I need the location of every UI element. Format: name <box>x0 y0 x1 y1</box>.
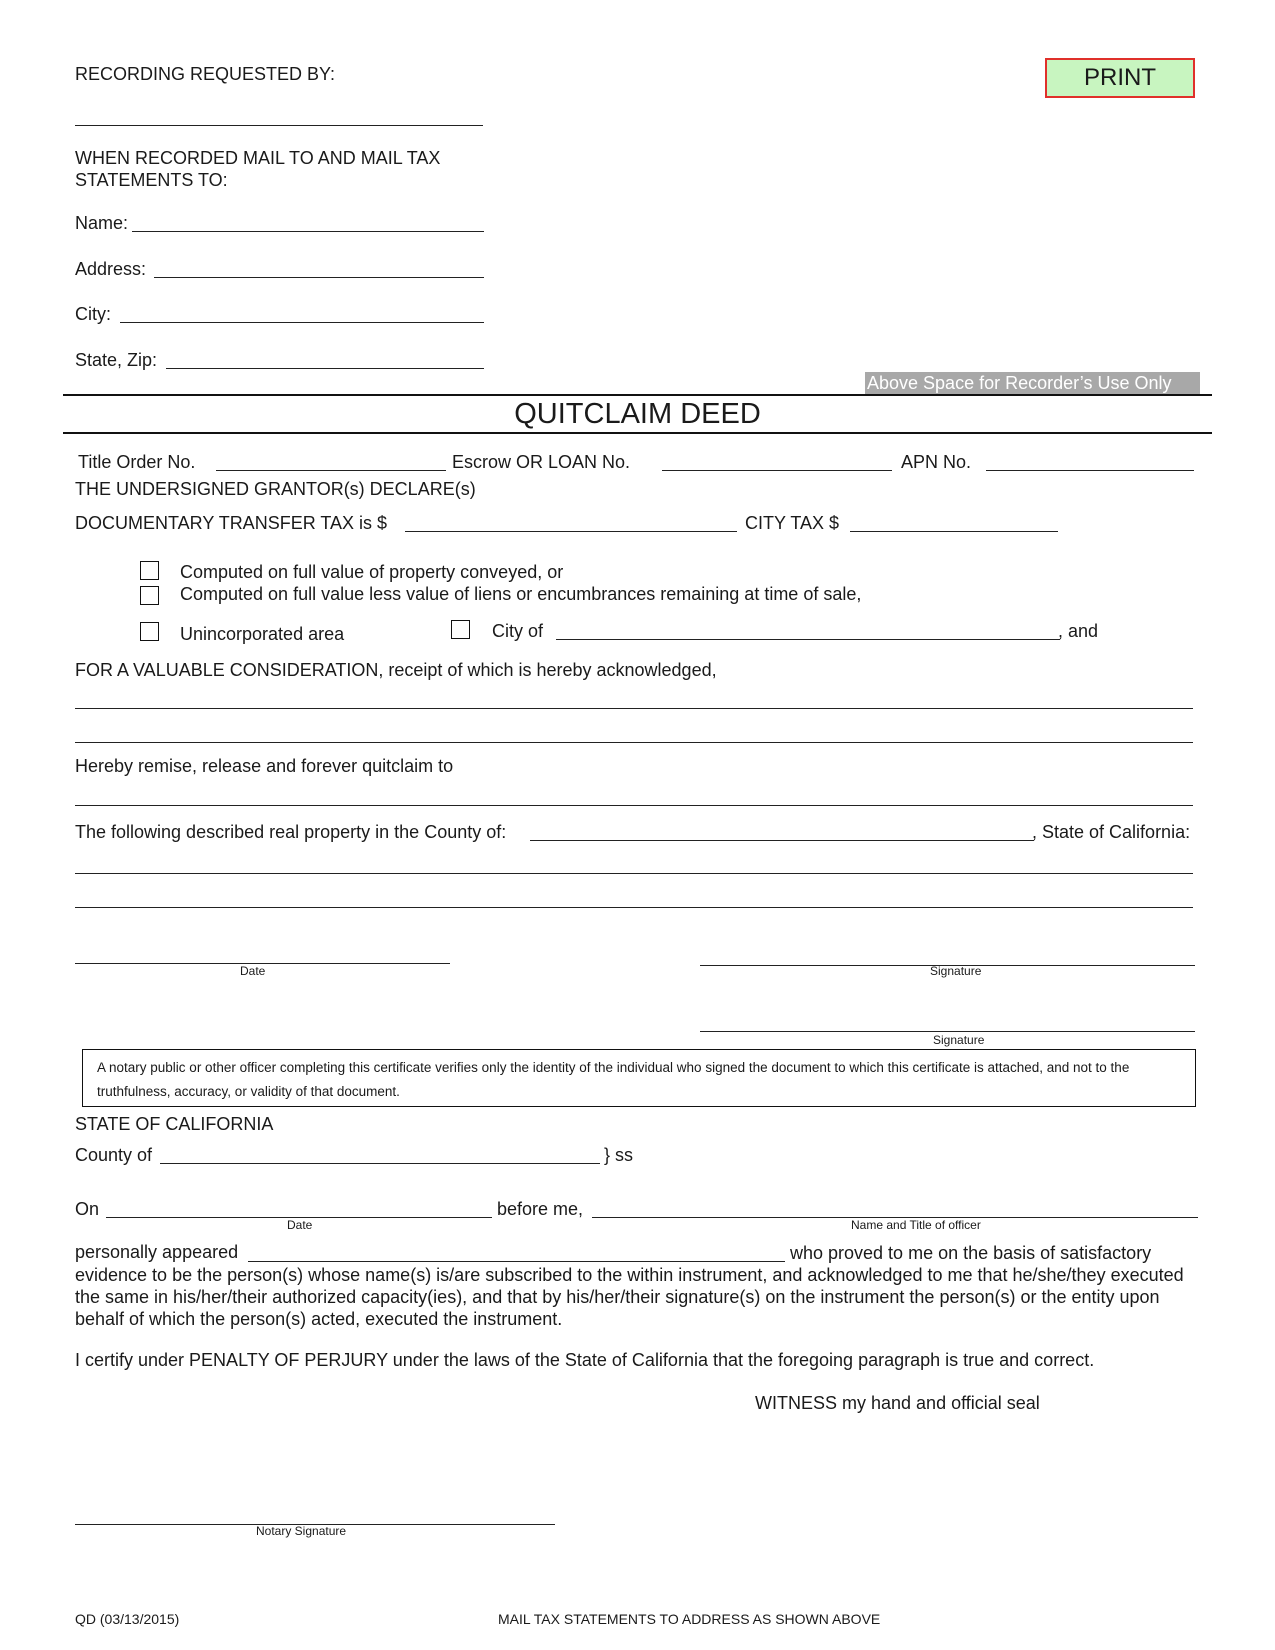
page-title: QUITCLAIM DEED <box>514 398 761 430</box>
title-order-label: Title Order No. <box>78 452 196 472</box>
signature-field-2[interactable] <box>700 1031 1195 1032</box>
unincorporated-checkbox[interactable] <box>140 622 159 641</box>
address-label: Address: <box>75 259 147 279</box>
county-field[interactable] <box>530 840 1034 841</box>
title-top-rule <box>63 394 1212 396</box>
notary-date-caption: Date <box>287 1218 313 1232</box>
consideration-line-1[interactable] <box>75 708 1193 709</box>
city-tax-label: CITY TAX $ <box>745 513 840 533</box>
escrow-label: Escrow OR LOAN No. <box>452 452 631 472</box>
name-field[interactable] <box>132 231 484 232</box>
full-value-checkbox[interactable] <box>140 561 159 580</box>
before-me-label: before me, <box>497 1199 584 1219</box>
property-description-line-2[interactable] <box>75 907 1193 908</box>
less-liens-label: Computed on full value less value of liens or encumbrances remaining at time of sale, <box>180 584 862 604</box>
city-tax-field[interactable] <box>850 531 1058 532</box>
notary-notice-box <box>82 1049 1196 1107</box>
city-of-checkbox[interactable] <box>451 620 470 639</box>
city-label: City: <box>75 304 111 324</box>
declare-text: THE UNDERSIGNED GRANTOR(s) DECLARE(s) <box>75 479 476 499</box>
date-caption: Date <box>240 964 266 978</box>
witness-text: WITNESS my hand and official seal <box>755 1393 1040 1413</box>
recording-requested-label: RECORDING REQUESTED BY: <box>75 64 336 84</box>
signature-caption-1: Signature <box>930 964 982 978</box>
mail-tax-footer: MAIL TAX STATEMENTS TO ADDRESS AS SHOWN ABOVE <box>498 1611 881 1627</box>
notary-county-field[interactable] <box>160 1163 600 1164</box>
city-field[interactable] <box>120 322 484 323</box>
proved-paragraph: who proved to me on the basis of satisfactory evidence to be the person(s) whose name(s) is/are subscribed to the within instrument, and acknowledged to me that he/she/they executed the same in his/her/their authorized capacity(ies), and that by his/her/their signature(s) on the instrument the person(s) or the entity upon behalf of which the person(s) acted, executed the instrument. <box>75 1243 1184 1329</box>
grantee-line[interactable] <box>75 805 1193 806</box>
title-order-field[interactable] <box>216 470 446 471</box>
quitclaim-to-text: Hereby remise, release and forever quitclaim to <box>75 756 454 776</box>
title-bottom-rule <box>63 432 1212 434</box>
mail-to-label-line2: STATEMENTS TO: <box>75 170 228 190</box>
transfer-tax-field[interactable] <box>405 531 737 532</box>
full-value-label: Computed on full value of property conveyed, or <box>180 562 564 582</box>
form-id: QD (03/13/2015) <box>75 1611 180 1627</box>
county-of-label: County of <box>75 1145 153 1165</box>
consideration-line-2[interactable] <box>75 742 1193 743</box>
apn-label: APN No. <box>901 452 972 472</box>
city-of-and: , and <box>1058 621 1099 641</box>
notary-signature-caption: Notary Signature <box>256 1524 347 1538</box>
property-description-line-1[interactable] <box>75 873 1193 874</box>
unincorporated-label: Unincorporated area <box>180 624 345 644</box>
mail-to-label-line1: WHEN RECORDED MAIL TO AND MAIL TAX <box>75 148 441 168</box>
escrow-field[interactable] <box>662 470 892 471</box>
officer-name-caption: Name and Title of officer <box>851 1218 981 1232</box>
personally-appeared-label: personally appeared <box>75 1242 239 1262</box>
recording-requested-field[interactable] <box>75 125 483 126</box>
recorder-use-label: Above Space for Recorder’s Use Only <box>865 372 1200 394</box>
state-zip-label: State, Zip: <box>75 350 158 370</box>
state-zip-field[interactable] <box>166 368 484 369</box>
notary-notice-text: A notary public or other officer completing this certificate verifies only the identity of the individual who signed the document to which this certificate is attached, and not to the truthfulness, accuracy, or validity of that document. <box>97 1060 1130 1099</box>
transfer-tax-label: DOCUMENTARY TRANSFER TAX is $ <box>75 513 388 533</box>
ss-mark: } ss <box>604 1145 634 1165</box>
apn-field[interactable] <box>986 470 1194 471</box>
consideration-text: FOR A VALUABLE CONSIDERATION, receipt of which is hereby acknowledged, <box>75 660 717 680</box>
state-of-california: STATE OF CALIFORNIA <box>75 1114 274 1134</box>
address-field[interactable] <box>154 277 484 278</box>
certify-text: I certify under PENALTY OF PERJURY under the laws of the State of California that the foregoing paragraph is true and correct. <box>75 1350 1095 1370</box>
signature-caption-2: Signature <box>933 1033 985 1047</box>
property-suffix: , State of California: <box>1032 822 1191 842</box>
on-label: On <box>75 1199 100 1219</box>
property-prefix: The following described real property in the County of: <box>75 822 507 842</box>
city-of-field[interactable] <box>556 639 1060 640</box>
name-label: Name: <box>75 213 129 233</box>
city-of-label: City of <box>492 621 544 641</box>
print-button[interactable]: PRINT <box>1045 58 1195 98</box>
less-liens-checkbox[interactable] <box>140 586 159 605</box>
